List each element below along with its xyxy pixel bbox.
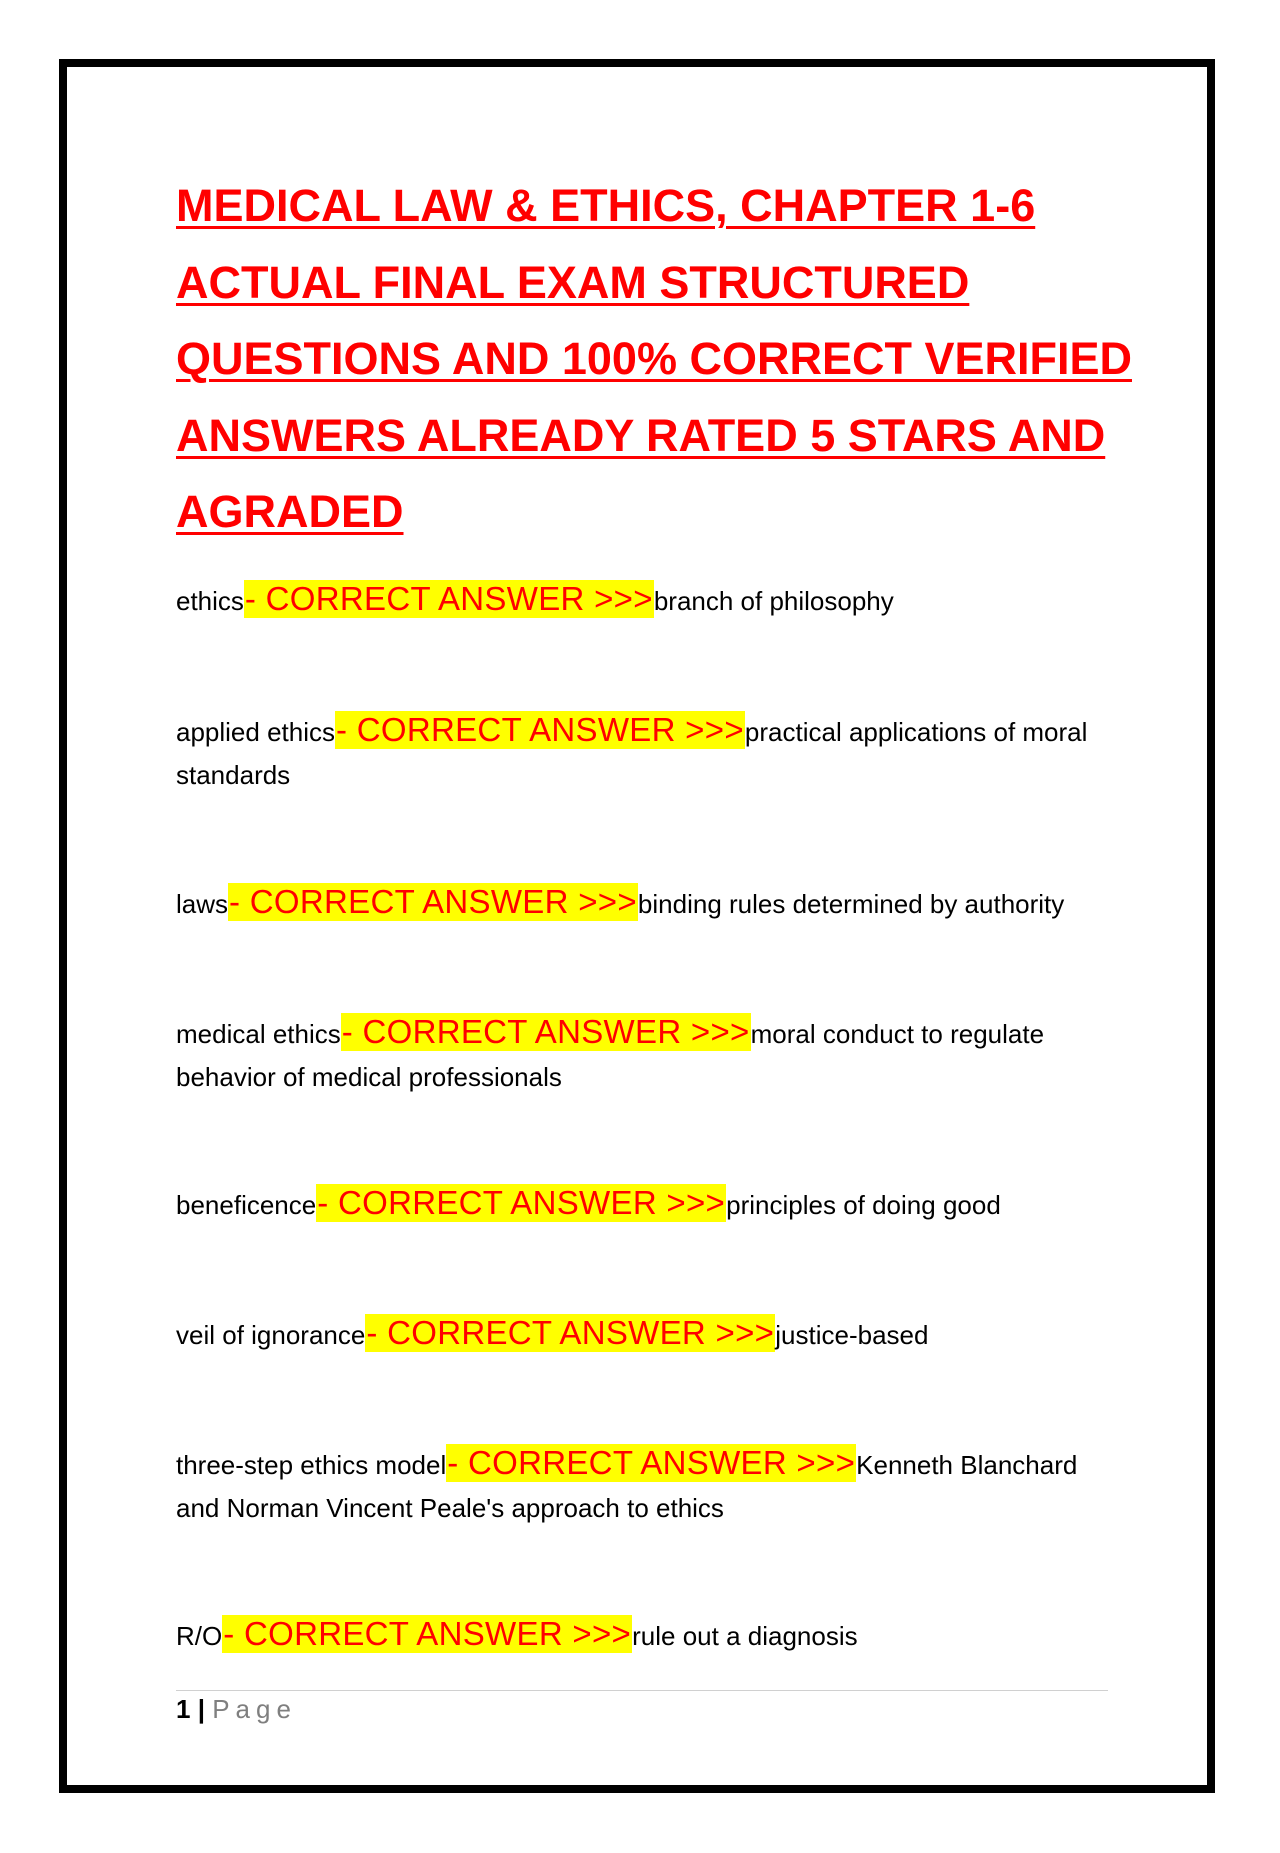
qa-term: medical ethics (176, 1019, 341, 1049)
qa-item-medical-ethics (176, 1013, 1116, 1099)
page-footer (176, 1692, 297, 1726)
qa-answer: branch of philosophy (653, 586, 894, 616)
qa-term: ethics (176, 586, 244, 616)
correct-answer-highlight: - CORRECT ANSWER >>> (366, 1314, 775, 1351)
qa-answer: principles of doing good (726, 1190, 1001, 1220)
qa-item-veil-of-ignorance (176, 1314, 1116, 1357)
qa-answer: justice-based (775, 1320, 929, 1350)
qa-term: laws (176, 889, 229, 919)
qa-answer: Kenneth Blanchard and Norman Vincent Peale's approach to ethics (176, 1450, 1078, 1523)
footer-divider (176, 1690, 1108, 1691)
correct-answer-highlight: - CORRECT ANSWER >>> (341, 1013, 750, 1050)
footer-separator: | (190, 1694, 213, 1724)
document-title: MEDICAL LAW & ETHICS, CHAPTER 1-6 ACTUAL FINAL EXAM STRUCTURED QUESTIONS AND 100% CORRECT VERIFIED ANSWERS ALREADY RATED 5 STARS AND AGRADED (176, 180, 1132, 537)
qa-item-laws (176, 883, 1116, 926)
qa-item-applied-ethics (176, 711, 1116, 797)
page-number: 1 (176, 1694, 191, 1724)
document-body (176, 168, 1136, 551)
qa-item-ro (176, 1615, 1116, 1658)
qa-term: veil of ignorance (176, 1320, 366, 1350)
qa-answer: binding rules determined by authority (637, 889, 1065, 919)
qa-term: applied ethics (176, 717, 335, 747)
qa-term: three-step ethics model (176, 1450, 447, 1480)
qa-answer: practical applications of moral standards (176, 717, 1088, 790)
qa-term: R/O (176, 1621, 223, 1651)
qa-answer: moral conduct to regulate behavior of medical professionals (176, 1019, 1045, 1092)
qa-item-three-step-ethics-model (176, 1444, 1116, 1530)
correct-answer-highlight: - CORRECT ANSWER >>> (244, 580, 653, 617)
qa-item-ethics (176, 580, 1116, 623)
correct-answer-highlight: - CORRECT ANSWER >>> (336, 711, 744, 748)
correct-answer-highlight: - CORRECT ANSWER >>> (447, 1444, 856, 1481)
qa-term: beneficence (176, 1190, 317, 1220)
qa-item-beneficence (176, 1184, 1116, 1227)
correct-answer-highlight: - CORRECT ANSWER >>> (229, 883, 637, 920)
correct-answer-highlight: - CORRECT ANSWER >>> (223, 1615, 632, 1652)
qa-answer: rule out a diagnosis (632, 1621, 858, 1651)
correct-answer-highlight: - CORRECT ANSWER >>> (317, 1184, 726, 1221)
page-label: Page (212, 1694, 297, 1724)
